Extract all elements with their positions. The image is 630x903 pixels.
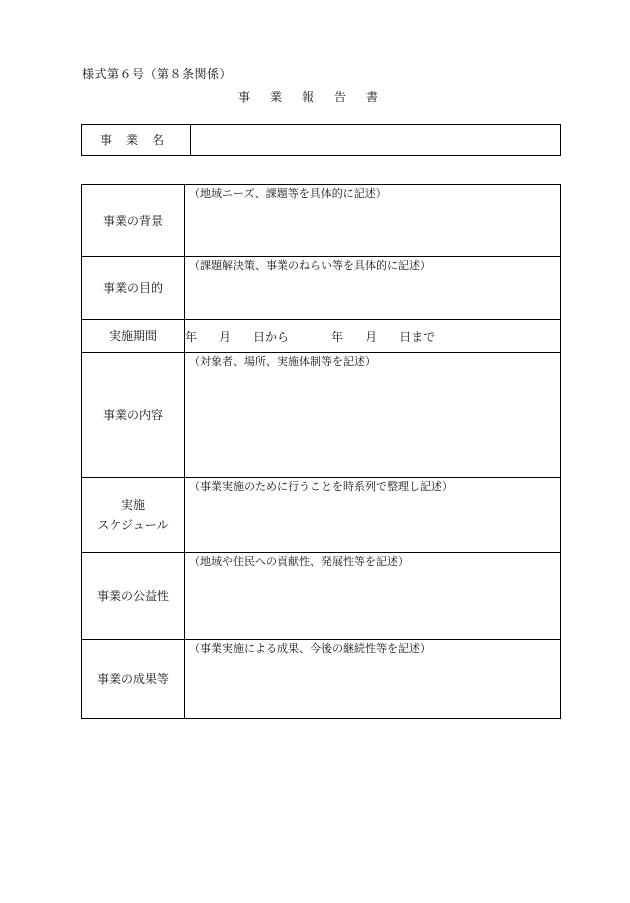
background-label: 事業の背景 bbox=[82, 185, 185, 257]
schedule-label-line1: 実施 bbox=[120, 498, 145, 512]
project-name-table bbox=[81, 124, 561, 156]
project-name-field[interactable] bbox=[191, 125, 561, 156]
period-field[interactable] bbox=[185, 320, 561, 353]
schedule-label bbox=[82, 478, 185, 553]
results-label: 事業の成果等 bbox=[82, 640, 185, 719]
background-row bbox=[82, 185, 561, 257]
purpose-row bbox=[82, 257, 561, 320]
content-label: 事業の内容 bbox=[82, 353, 185, 478]
public-benefit-hint: （地域や住民への貢献性、発展性等を記述） bbox=[189, 555, 409, 568]
form-number: 様式第６号（第８条関係） bbox=[82, 67, 233, 81]
content-field[interactable] bbox=[185, 353, 561, 478]
purpose-field[interactable] bbox=[185, 257, 561, 320]
period-end-month: 月 bbox=[365, 329, 378, 344]
document-title: 事業報告書 bbox=[238, 90, 399, 104]
period-label: 実施期間 bbox=[82, 320, 185, 353]
schedule-hint: （事業実施のために行うことを時系列で整理し記述） bbox=[189, 480, 453, 493]
results-row bbox=[82, 640, 561, 719]
public-benefit-field[interactable] bbox=[185, 553, 561, 640]
public-benefit-row bbox=[82, 553, 561, 640]
content-hint: （対象者、場所、実施体制等を記述） bbox=[189, 355, 376, 368]
project-name-label: 事業名 bbox=[82, 125, 191, 156]
results-hint: （事業実施による成果、今後の継続性等を記述） bbox=[189, 642, 431, 655]
purpose-hint: （課題解決策、事業のねらい等を具体的に記述） bbox=[189, 259, 431, 272]
results-field[interactable] bbox=[185, 640, 561, 719]
background-field[interactable] bbox=[185, 185, 561, 257]
period-row bbox=[82, 320, 561, 353]
public-benefit-label: 事業の公益性 bbox=[82, 553, 185, 640]
schedule-row bbox=[82, 478, 561, 553]
period-end-day: 日まで bbox=[399, 329, 436, 344]
report-details-table bbox=[81, 184, 561, 719]
schedule-field[interactable] bbox=[185, 478, 561, 553]
background-hint: （地域ニーズ、課題等を具体的に記述） bbox=[189, 187, 387, 200]
purpose-label: 事業の目的 bbox=[82, 257, 185, 320]
content-row bbox=[82, 353, 561, 478]
schedule-label-line2: スケジュール bbox=[97, 518, 169, 532]
period-start-month: 月 bbox=[219, 329, 232, 344]
period-start-year: 年 bbox=[185, 329, 198, 344]
period-start-day: 日から bbox=[253, 329, 290, 344]
project-name-row bbox=[82, 125, 561, 156]
period-end-year: 年 bbox=[331, 329, 344, 344]
